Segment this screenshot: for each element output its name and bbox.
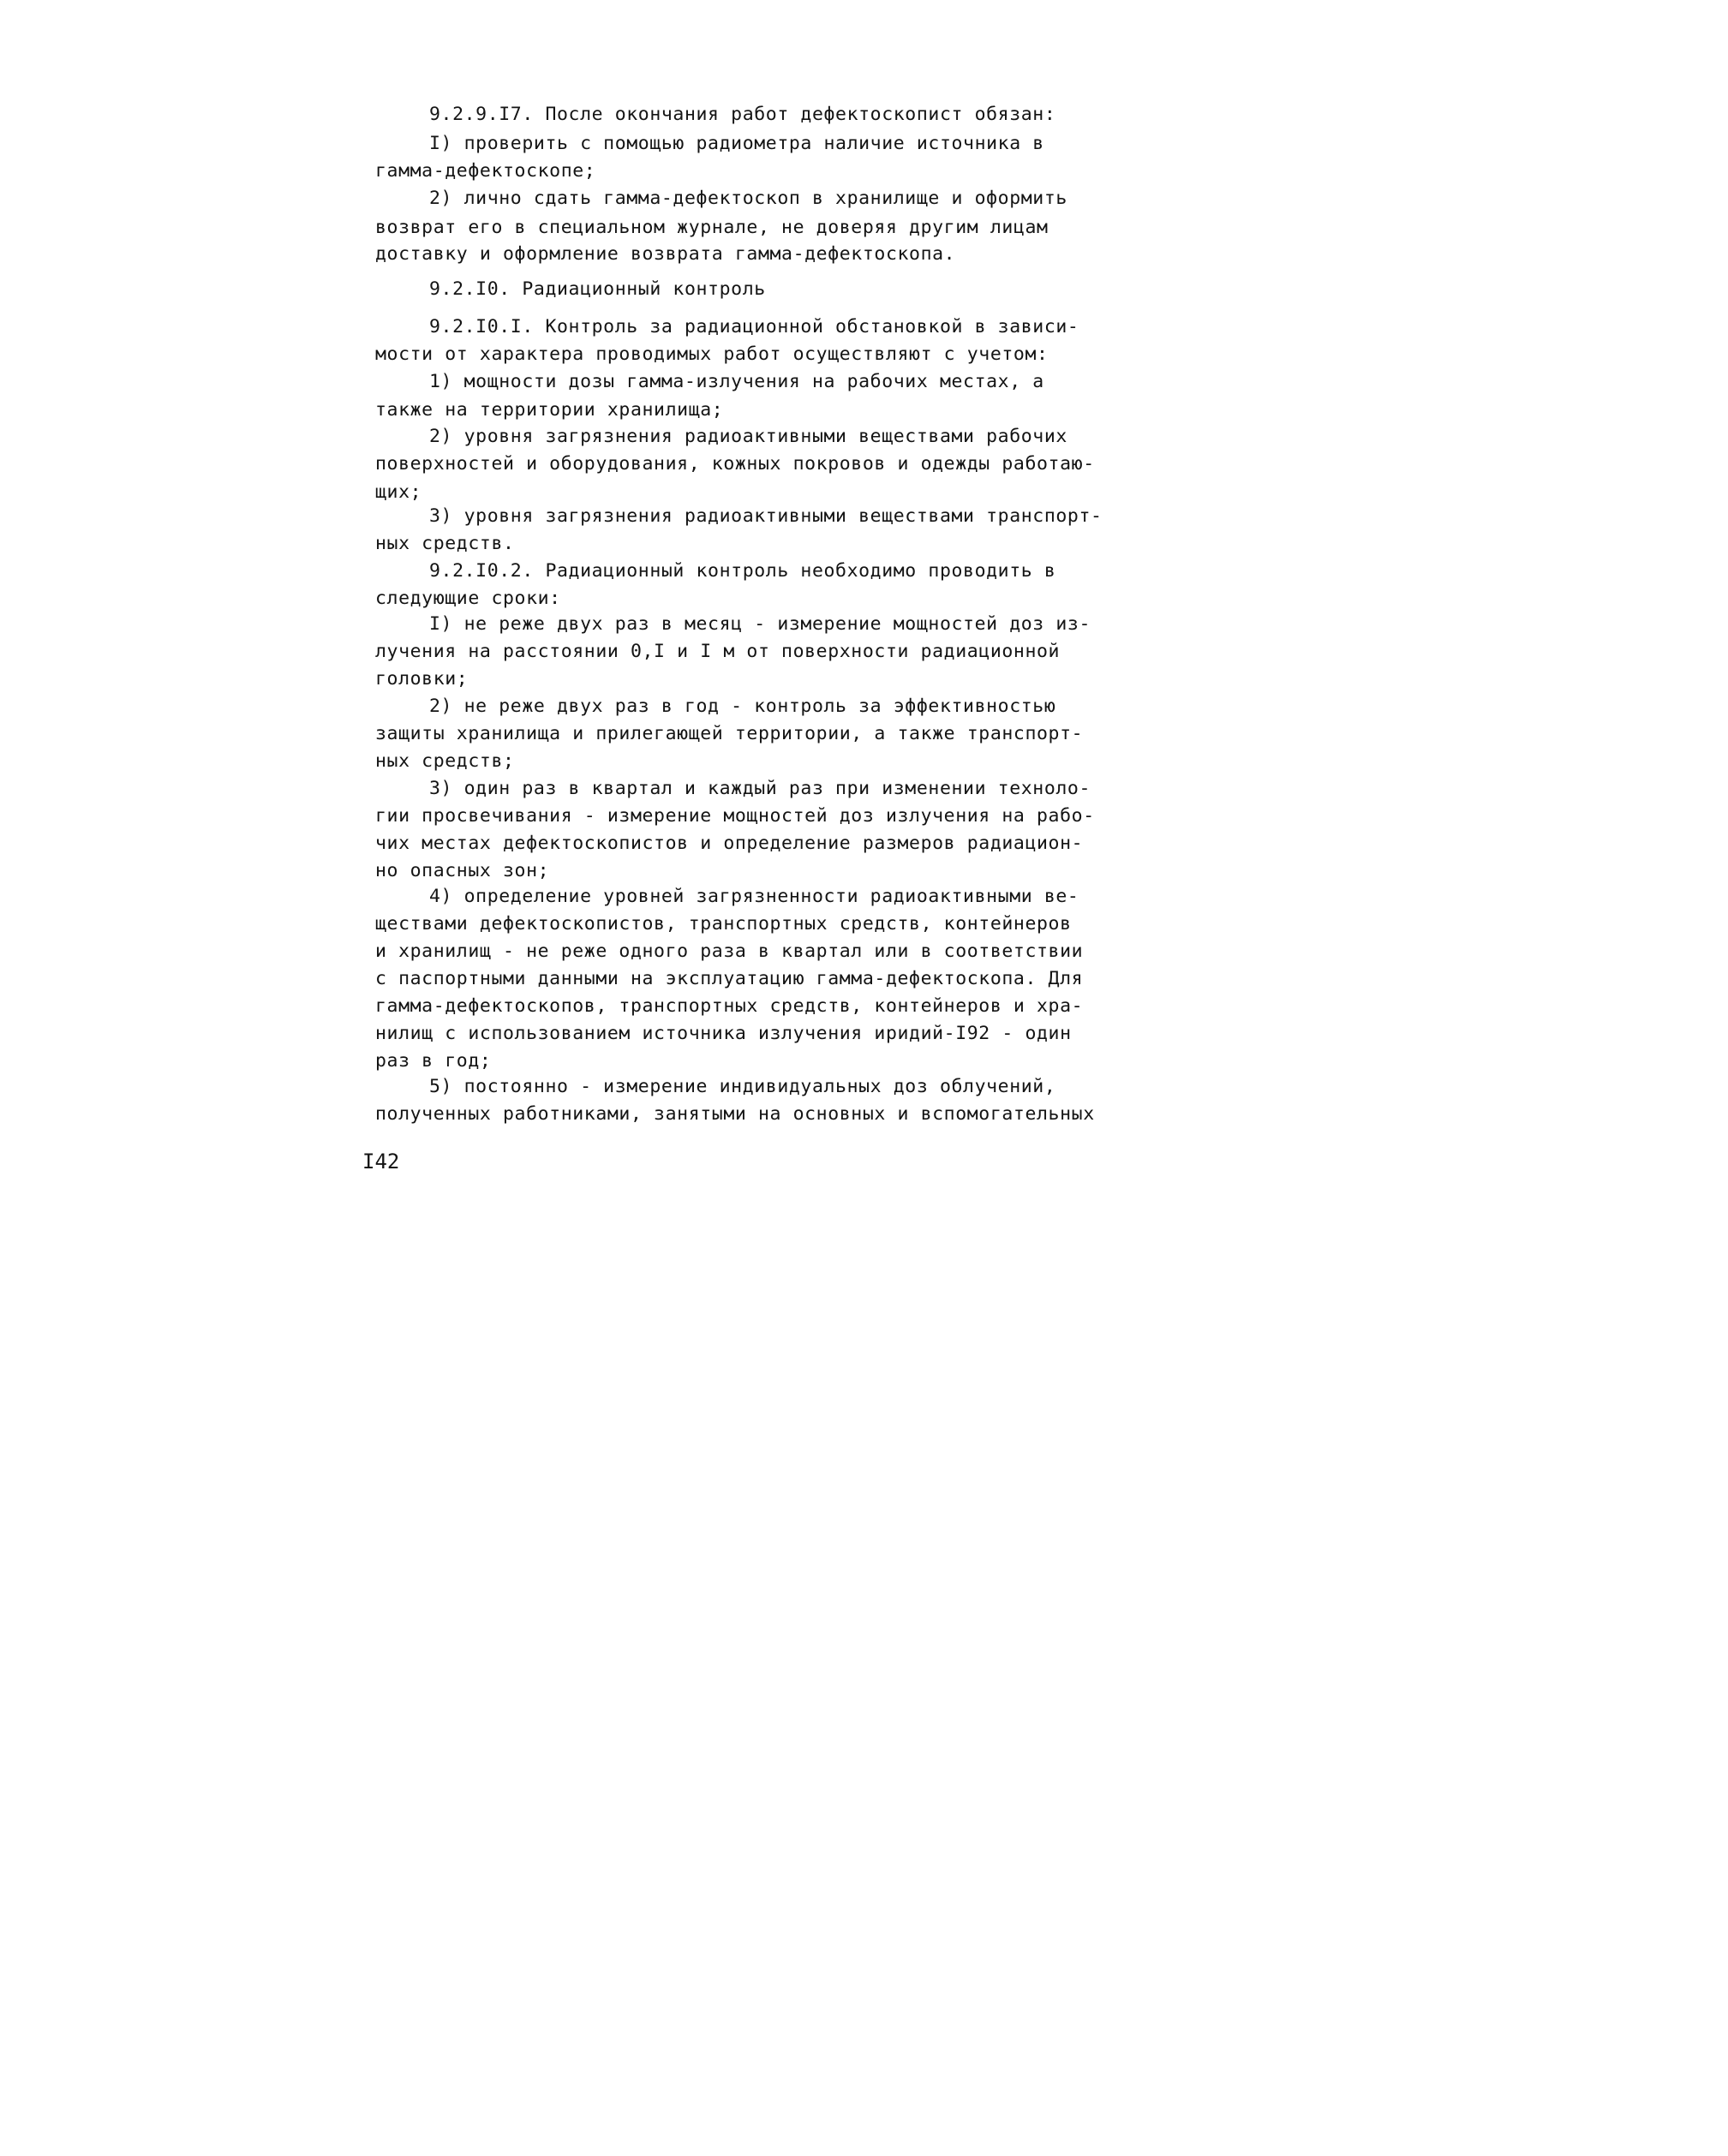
text-line: I) не реже двух раз в месяц - измерение мощностей доз из- (429, 613, 1091, 635)
text-line: 3) уровня загрязнения радиоактивными веществами транспорт- (429, 505, 1103, 527)
text-line: 9.2.I0.I. Контроль за радиационной обстановкой в зависи- (429, 316, 1079, 337)
text-line: защиты хранилища и прилегающей территории, а также транспорт- (375, 723, 1084, 744)
text-line: 5) постоянно - измерение индивидуальных доз облучений, (429, 1076, 1056, 1097)
text-line: 3) один раз в квартал и каждый раз при изменении техноло- (429, 778, 1091, 799)
text-line: 9.2.9.I7. После окончания работ дефектоскопист обязан: (429, 104, 1056, 125)
text-line: также на территории хранилища; (375, 399, 724, 421)
text-line: возврат его в специальном журнале, не доверяя другим лицам (375, 217, 1049, 238)
text-line: 9.2.I0.2. Радиационный контроль необходимо проводить в (429, 560, 1056, 582)
text-line: ществами дефектоскопистов, транспортных средств, контейнеров (375, 913, 1072, 935)
text-line: ных средств; (375, 750, 515, 772)
text-line: раз в год; (375, 1050, 492, 1072)
text-line: гамма-дефектоскопов, транспортных средств, контейнеров и хра- (375, 995, 1084, 1017)
text-line: гамма-дефектоскопе; (375, 160, 596, 182)
text-line: лучения на расстоянии 0,I и I м от поверхности радиационной (375, 641, 1061, 662)
text-line: головки; (375, 668, 469, 690)
text-line: нилищ с использованием источника излучения иридий-I92 - один (375, 1023, 1072, 1044)
text-line: 4) определение уровней загрязненности радиоактивными ве- (429, 886, 1079, 907)
text-line: ных средств. (375, 533, 515, 554)
document-page (0, 0, 1103, 1326)
text-line: щих; (375, 481, 422, 503)
text-line: доставку и оформление возврата гамма-дефектоскопа. (375, 243, 956, 265)
text-line: полученных работниками, занятыми на основных и вспомогательных (375, 1103, 1095, 1125)
text-line: поверхностей и оборудования, кожных покровов и одежды работаю- (375, 453, 1095, 475)
text-line: следующие сроки: (375, 588, 561, 609)
text-line: с паспортными данными на эксплуатацию гамма-дефектоскопа. Для (375, 968, 1084, 989)
text-line: 9.2.I0. Радиационный контроль (429, 278, 766, 300)
page-number: I42 (362, 1150, 400, 1174)
text-line: мости от характера проводимых работ осуществляют с учетом: (375, 343, 1049, 365)
text-line: и хранилищ - не реже одного раза в квартал или в соответствии (375, 941, 1084, 962)
text-line: 1) мощности дозы гамма-излучения на рабочих местах, а (429, 371, 1044, 392)
text-line: 2) лично сдать гамма-дефектоскоп в хранилище и оформить (429, 188, 1067, 209)
text-line: гии просвечивания - измерение мощностей доз излучения на рабо- (375, 805, 1095, 827)
text-line: но опасных зон; (375, 860, 550, 881)
text-line: 2) не реже двух раз в год - контроль за эффективностью (429, 696, 1056, 717)
text-line: чих местах дефектоскопистов и определение размеров радиацион- (375, 833, 1084, 854)
text-line: 2) уровня загрязнения радиоактивными веществами рабочих (429, 426, 1067, 447)
text-line: I) проверить с помощью радиометра наличие источника в (429, 133, 1044, 154)
